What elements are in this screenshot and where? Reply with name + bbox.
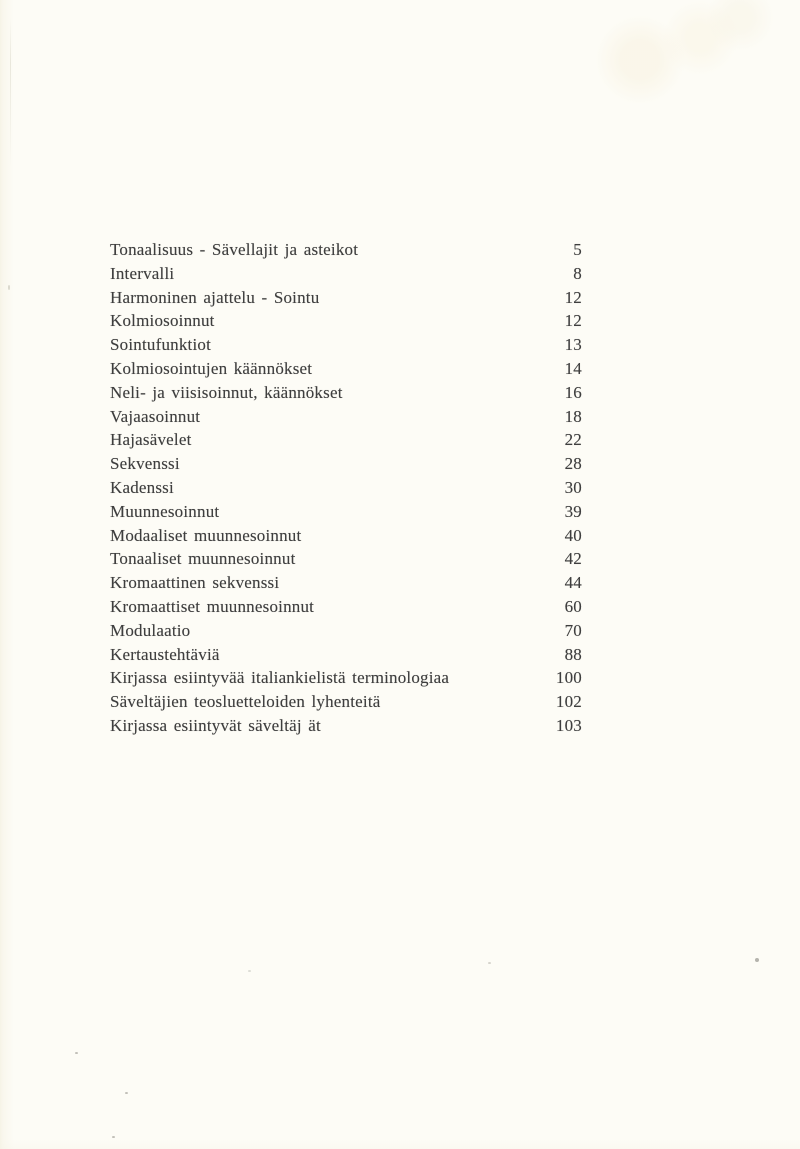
toc-row — [110, 619, 582, 643]
toc-row — [110, 690, 582, 714]
toc-entry-title: Kirjassa esiintyvää italiankielistä terminologiaa — [110, 668, 450, 688]
toc-entry-page: 70 — [564, 620, 582, 640]
toc-entry-page: 14 — [564, 358, 582, 378]
toc-entry-title: Kolmiosointujen käännökset — [110, 358, 313, 378]
scan-speck — [125, 1092, 128, 1094]
toc-entry-title: Modulaatio — [110, 620, 191, 640]
toc-row — [110, 381, 582, 405]
toc-row — [110, 286, 582, 310]
toc-row — [110, 452, 582, 476]
toc-row — [110, 547, 582, 571]
toc-entry-page: 42 — [564, 549, 582, 569]
toc-entry-page: 22 — [564, 430, 582, 450]
toc-entry-title: Kirjassa esiintyvät säveltäj ät — [110, 715, 321, 735]
toc-entry-page: 60 — [564, 596, 582, 616]
toc-list — [110, 238, 582, 738]
toc-row — [110, 238, 582, 262]
toc-entry-page: 28 — [564, 454, 582, 474]
toc-row — [110, 500, 582, 524]
toc-entry-title: Neli- ja viisisoinnut, käännökset — [110, 382, 343, 402]
toc-entry-page: 8 — [573, 263, 582, 283]
scan-speck — [755, 958, 759, 962]
toc-entry-title: Tonaalisuus - Sävellajit ja asteikot — [110, 240, 359, 259]
toc-entry-title: Kertaustehtäviä — [110, 644, 220, 664]
toc-row — [110, 524, 582, 548]
toc-entry-title: Kromaattinen sekvenssi — [110, 573, 280, 593]
toc-entry-page: 88 — [564, 644, 582, 664]
toc-row — [110, 309, 582, 333]
toc-entry-page: 102 — [555, 692, 582, 712]
toc-entry-title: Kromaattiset muunnesoinnut — [110, 596, 315, 616]
toc-entry-title: Vajaasoinnut — [110, 406, 201, 426]
toc-row — [110, 333, 582, 357]
toc-entry-page: 12 — [564, 311, 582, 331]
toc-row — [110, 357, 582, 381]
toc-entry-page: 103 — [555, 715, 582, 735]
toc-entry-page: 30 — [564, 477, 582, 497]
toc-row — [110, 595, 582, 619]
toc-row — [110, 571, 582, 595]
toc-entry-title: Sointufunktiot — [110, 335, 212, 355]
toc-entry-page: 13 — [564, 335, 582, 355]
toc-entry-page: 16 — [564, 382, 582, 402]
toc-entry-title: Kadenssi — [110, 477, 174, 497]
toc-row — [110, 643, 582, 667]
toc-entry-title: Sekvenssi — [110, 454, 180, 474]
toc-row — [110, 428, 582, 452]
toc-row — [110, 262, 582, 286]
toc-entry-page: 44 — [564, 573, 582, 593]
toc-entry-page: 40 — [564, 525, 582, 545]
toc-entry-title: Modaaliset muunnesoinnut — [110, 525, 302, 545]
toc-entry-page: 100 — [555, 668, 582, 688]
toc-entry-title: Tonaaliset muunnesoinnut — [110, 549, 296, 569]
toc-entry-page: 5 — [573, 240, 582, 259]
page-edge-crease-mark — [10, 18, 11, 168]
toc-entry-title: Hajasävelet — [110, 430, 192, 450]
toc-entry-page: 39 — [564, 501, 582, 521]
scan-speck — [8, 285, 10, 290]
toc-entry-title: Säveltäjien teosluetteloiden lyhenteitä — [110, 692, 381, 712]
scan-speck — [248, 970, 251, 972]
scan-speck — [112, 1136, 115, 1138]
scan-speck — [75, 1052, 78, 1054]
toc-row — [110, 666, 582, 690]
toc-entry-title: Muunnesoinnut — [110, 501, 220, 521]
scan-speck — [488, 962, 491, 964]
toc-entry-title: Harmoninen ajattelu - Sointu — [110, 287, 320, 307]
toc-entry-title: Intervalli — [110, 263, 175, 283]
toc-row — [110, 714, 582, 738]
toc-row — [110, 476, 582, 500]
toc-entry-page: 18 — [564, 406, 582, 426]
toc-entry-page: 12 — [564, 287, 582, 307]
toc-row — [110, 405, 582, 429]
toc-entry-title: Kolmiosoinnut — [110, 311, 215, 331]
